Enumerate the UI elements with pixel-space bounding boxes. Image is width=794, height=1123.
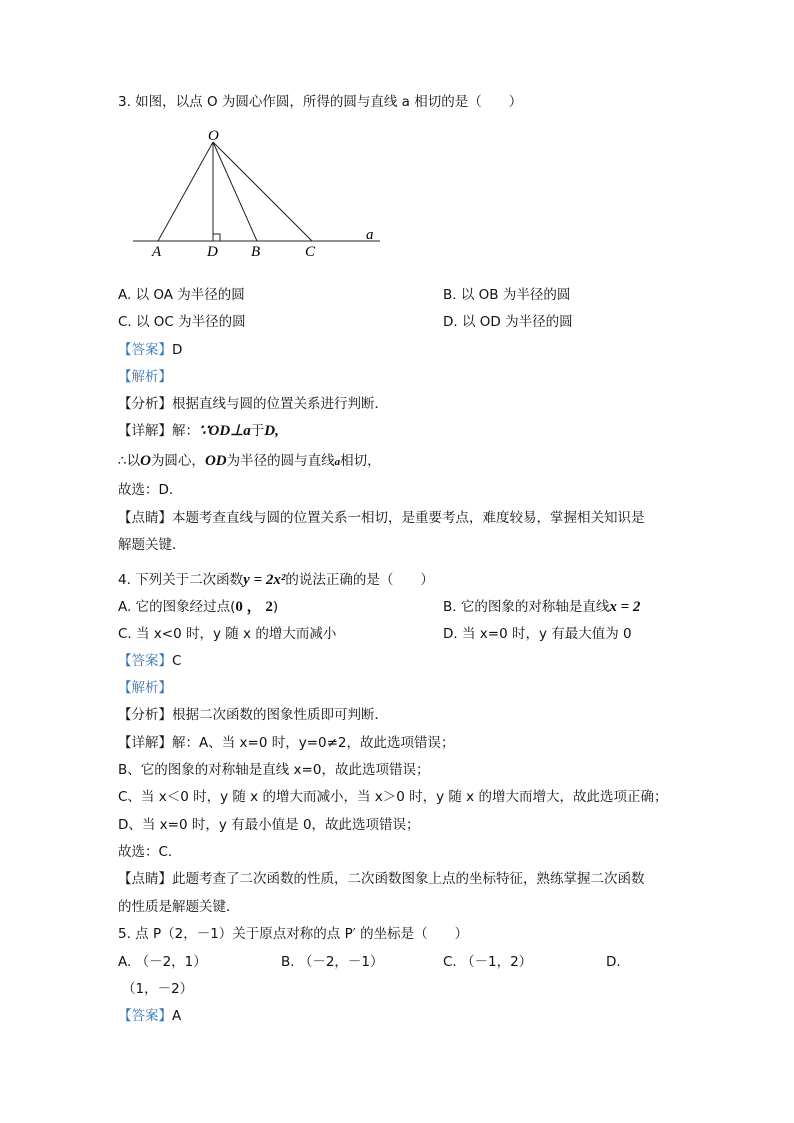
q5-option-d-value: （1，－2） — [122, 981, 194, 997]
q3-jiexi-tag: 【解析】 — [118, 369, 172, 385]
text: A. 它的图象经过点( — [118, 599, 236, 615]
text: B. 它的图象的对称轴是直线 — [443, 599, 610, 615]
q3-answer — [118, 341, 182, 359]
answer-value: A — [172, 1008, 182, 1024]
q4-option-a — [118, 598, 278, 616]
q4-stem — [118, 571, 434, 589]
q4-detail-line: C、当 x＜0 时，y 随 x 的增大而减小，当 x＞0 时，y 随 x 的增大而增大，故此选项正确； — [118, 789, 668, 805]
math: x = 2 — [609, 599, 641, 615]
text: ∴以 — [118, 453, 141, 469]
q5-answer — [118, 1007, 181, 1025]
label-a-point: A — [152, 244, 162, 260]
answer-tag: 【答案】 — [118, 1008, 172, 1024]
label-line-a: a — [366, 227, 374, 243]
math: ∵OD⊥a — [199, 423, 251, 439]
q5-stem: 5. 点 P（2，－1）关于原点对称的点 P′ 的坐标是（ ） — [118, 926, 469, 942]
q3-analysis: 【分析】根据直线与圆的位置关系进行判断． — [118, 396, 388, 412]
math: OD — [204, 453, 227, 469]
q4-detail-line: D、当 x=0 时，y 有最小值是 0，故此选项错误； — [118, 817, 420, 833]
right-angle-mark — [213, 234, 220, 241]
math: 0 ， 2 — [235, 599, 273, 615]
label-o: O — [208, 128, 219, 144]
q4-detail-line: B、它的图象的对称轴是直线 x=0，故此选项错误； — [118, 762, 430, 778]
q4-comment-1: 【点睛】此题考查了二次函数的性质，二次函数图象上点的坐标特征，熟练掌握二次函数 — [118, 871, 645, 887]
answer-tag: 【答案】 — [118, 342, 172, 358]
math: a — [334, 456, 341, 468]
math: D, — [264, 423, 279, 439]
q5-option-d: D. — [606, 954, 621, 970]
q3-figure — [0, 0, 794, 270]
label-d: D — [207, 244, 218, 260]
text: 相切， — [340, 453, 381, 469]
q4-option-b — [443, 598, 640, 616]
text: 的说法正确的是（ ） — [285, 572, 434, 588]
answer-value: C — [172, 653, 182, 669]
segment-ob — [213, 142, 257, 241]
q5-option-b: B. （－2，－1） — [281, 954, 384, 970]
answer-tag: 【答案】 — [118, 653, 172, 669]
text: 为圆心， — [150, 453, 205, 469]
q3-option-d: D. 以 OD 为半径的圆 — [443, 314, 573, 330]
q3-detail-1 — [118, 422, 279, 440]
q3-choose: 故选：D． — [118, 482, 183, 498]
q4-answer — [118, 652, 181, 670]
text: 4. 下列关于二次函数 — [118, 572, 244, 588]
q3-stem: 3. 如图，以点 O 为圆心作圆，所得的圆与直线 a 相切的是（ ） — [118, 94, 523, 110]
q5-option-c: C. （－1，2） — [443, 954, 533, 970]
q4-choose: 故选：C． — [118, 844, 182, 860]
label-c: C — [305, 244, 316, 260]
math: y = 2x² — [243, 572, 286, 588]
text: ) — [272, 599, 279, 615]
q3-comment-1: 【点睛】本题考查直线与圆的位置关系一相切，是重要考点，难度较易，掌握相关知识是 — [118, 510, 645, 526]
q3-option-b: B. 以 OB 为半径的圆 — [443, 287, 571, 303]
segment-oc — [213, 142, 312, 241]
q3-detail-2 — [118, 452, 381, 471]
q3-comment-2: 解题关键． — [118, 537, 186, 553]
q4-option-d: D. 当 x=0 时，y 有最大值为 0 — [443, 626, 632, 642]
text: 于 — [250, 423, 265, 439]
math: O — [140, 453, 151, 469]
segment-oa — [158, 142, 213, 241]
answer-value: D — [172, 342, 183, 358]
text: 为半径的圆与直线 — [226, 453, 335, 469]
q4-detail-line: 【详解】解：A、当 x=0 时，y=0≠2，故此选项错误； — [118, 735, 455, 751]
q4-jiexi-tag: 【解析】 — [118, 680, 172, 696]
q4-option-c: C. 当 x<0 时，y 随 x 的增大而减小 — [118, 626, 337, 642]
q3-option-c: C. 以 OC 为半径的圆 — [118, 314, 246, 330]
label-b: B — [251, 244, 261, 260]
q5-option-a: A. （－2，1） — [118, 954, 207, 970]
q4-analysis: 【分析】根据二次函数的图象性质即可判断． — [118, 707, 388, 723]
q4-comment-2: 的性质是解题关键． — [118, 899, 240, 915]
q3-option-a: A. 以 OA 为半径的圆 — [118, 287, 245, 303]
text: 【详解】解： — [118, 423, 199, 439]
